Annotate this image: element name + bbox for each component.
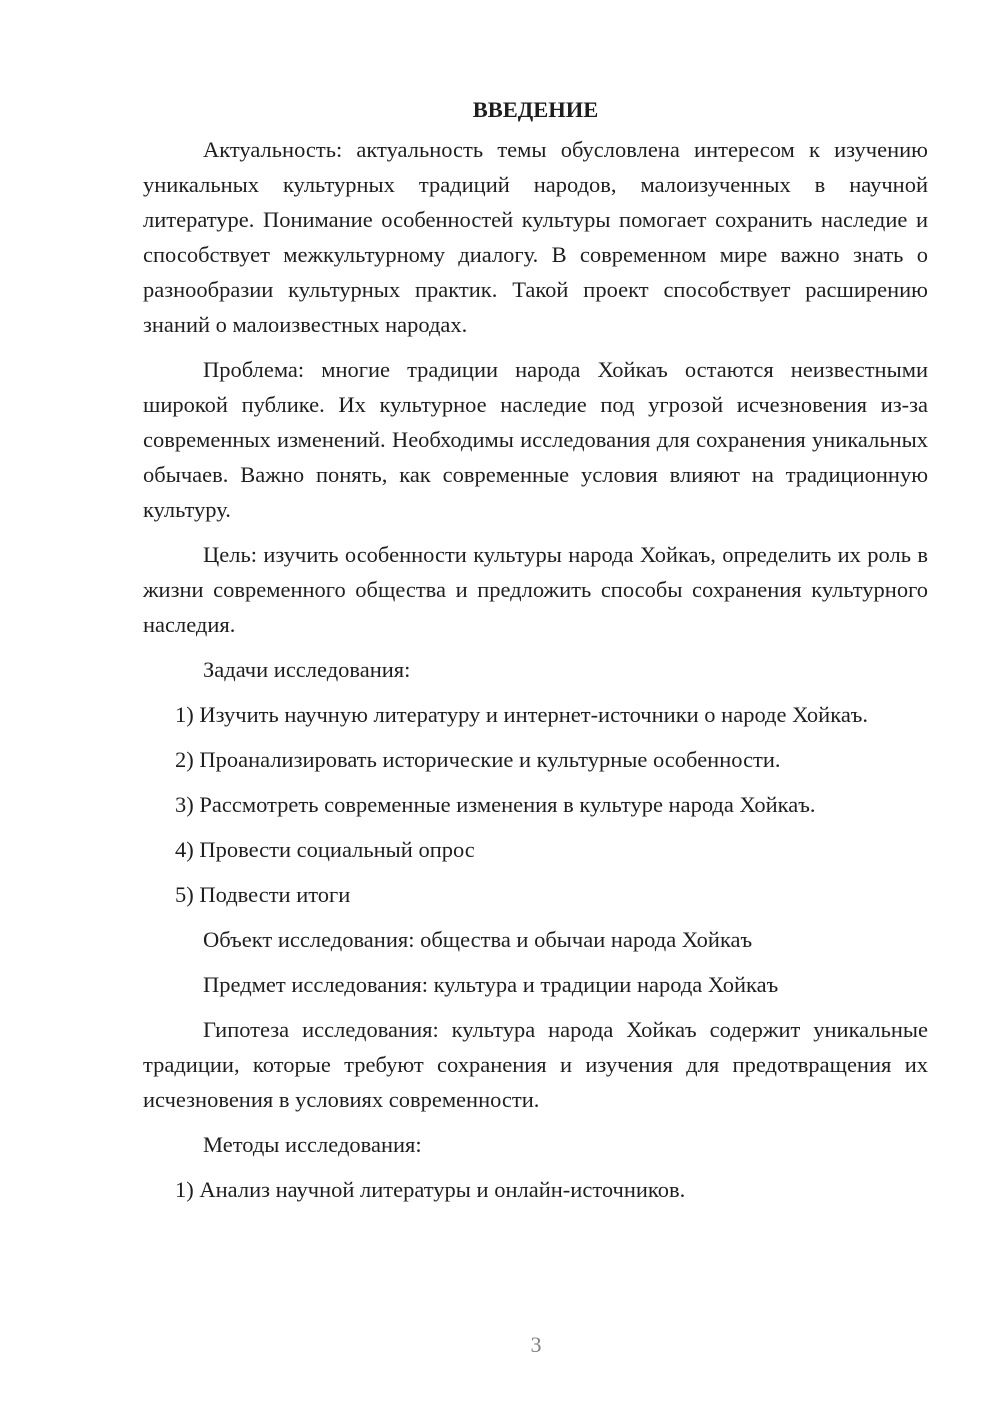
- task-item-1: 1) Изучить научную литературу и интернет-источники о народе Хойкаъ.: [175, 702, 869, 727]
- page-number: 3: [530, 1332, 542, 1357]
- relevance-paragraph: Актуальность: актуальность темы обусловлена интересом к изучению уникальных культурных традиций народов, малоизученных в научной литературе. Понимание особенностей культуры помогает сохранить наследие и способствует межкультурному диалогу. В современном мире важно знать о разнообразии культурных практик. Такой проект способствует расширению знаний о малоизвестных народах.: [143, 137, 928, 337]
- tasks-heading: Задачи исследования:: [203, 657, 411, 682]
- task-item-4: 4) Провести социальный опрос: [175, 837, 475, 862]
- method-item-1: 1) Анализ научной литературы и онлайн-источников.: [175, 1177, 686, 1202]
- hypothesis-paragraph: Гипотеза исследования: культура народа Хойкаъ содержит уникальные традиции, которые требуют сохранения и изучения для предотвращения их исчезновения в условиях современности.: [143, 1017, 928, 1112]
- methods-heading: Методы исследования:: [203, 1132, 422, 1157]
- document-page: [143, 92, 928, 1217]
- object-paragraph: Объект исследования: общества и обычаи народа Хойкаъ: [203, 927, 753, 952]
- subject-paragraph: Предмет исследования: культура и традиции народа Хойкаъ: [203, 972, 779, 997]
- goal-paragraph: Цель: изучить особенности культуры народа Хойкаъ, определить их роль в жизни современного общества и предложить способы сохранения культурного наследия.: [143, 542, 928, 637]
- task-item-2: 2) Проанализировать исторические и культурные особенности.: [175, 747, 781, 772]
- task-item-5: 5) Подвести итоги: [175, 882, 351, 907]
- problem-paragraph: Проблема: многие традиции народа Хойкаъ остаются неизвестными широкой публике. Их культурное наследие под угрозой исчезновения из-за современных изменений. Необходимы исследования для сохранения уникальных обычаев. Важно понять, как современные условия влияют на традиционную культуру.: [143, 357, 928, 522]
- task-item-3: 3) Рассмотреть современные изменения в культуре народа Хойкаъ.: [175, 792, 816, 817]
- section-title: ВВЕДЕНИЕ: [472, 97, 599, 122]
